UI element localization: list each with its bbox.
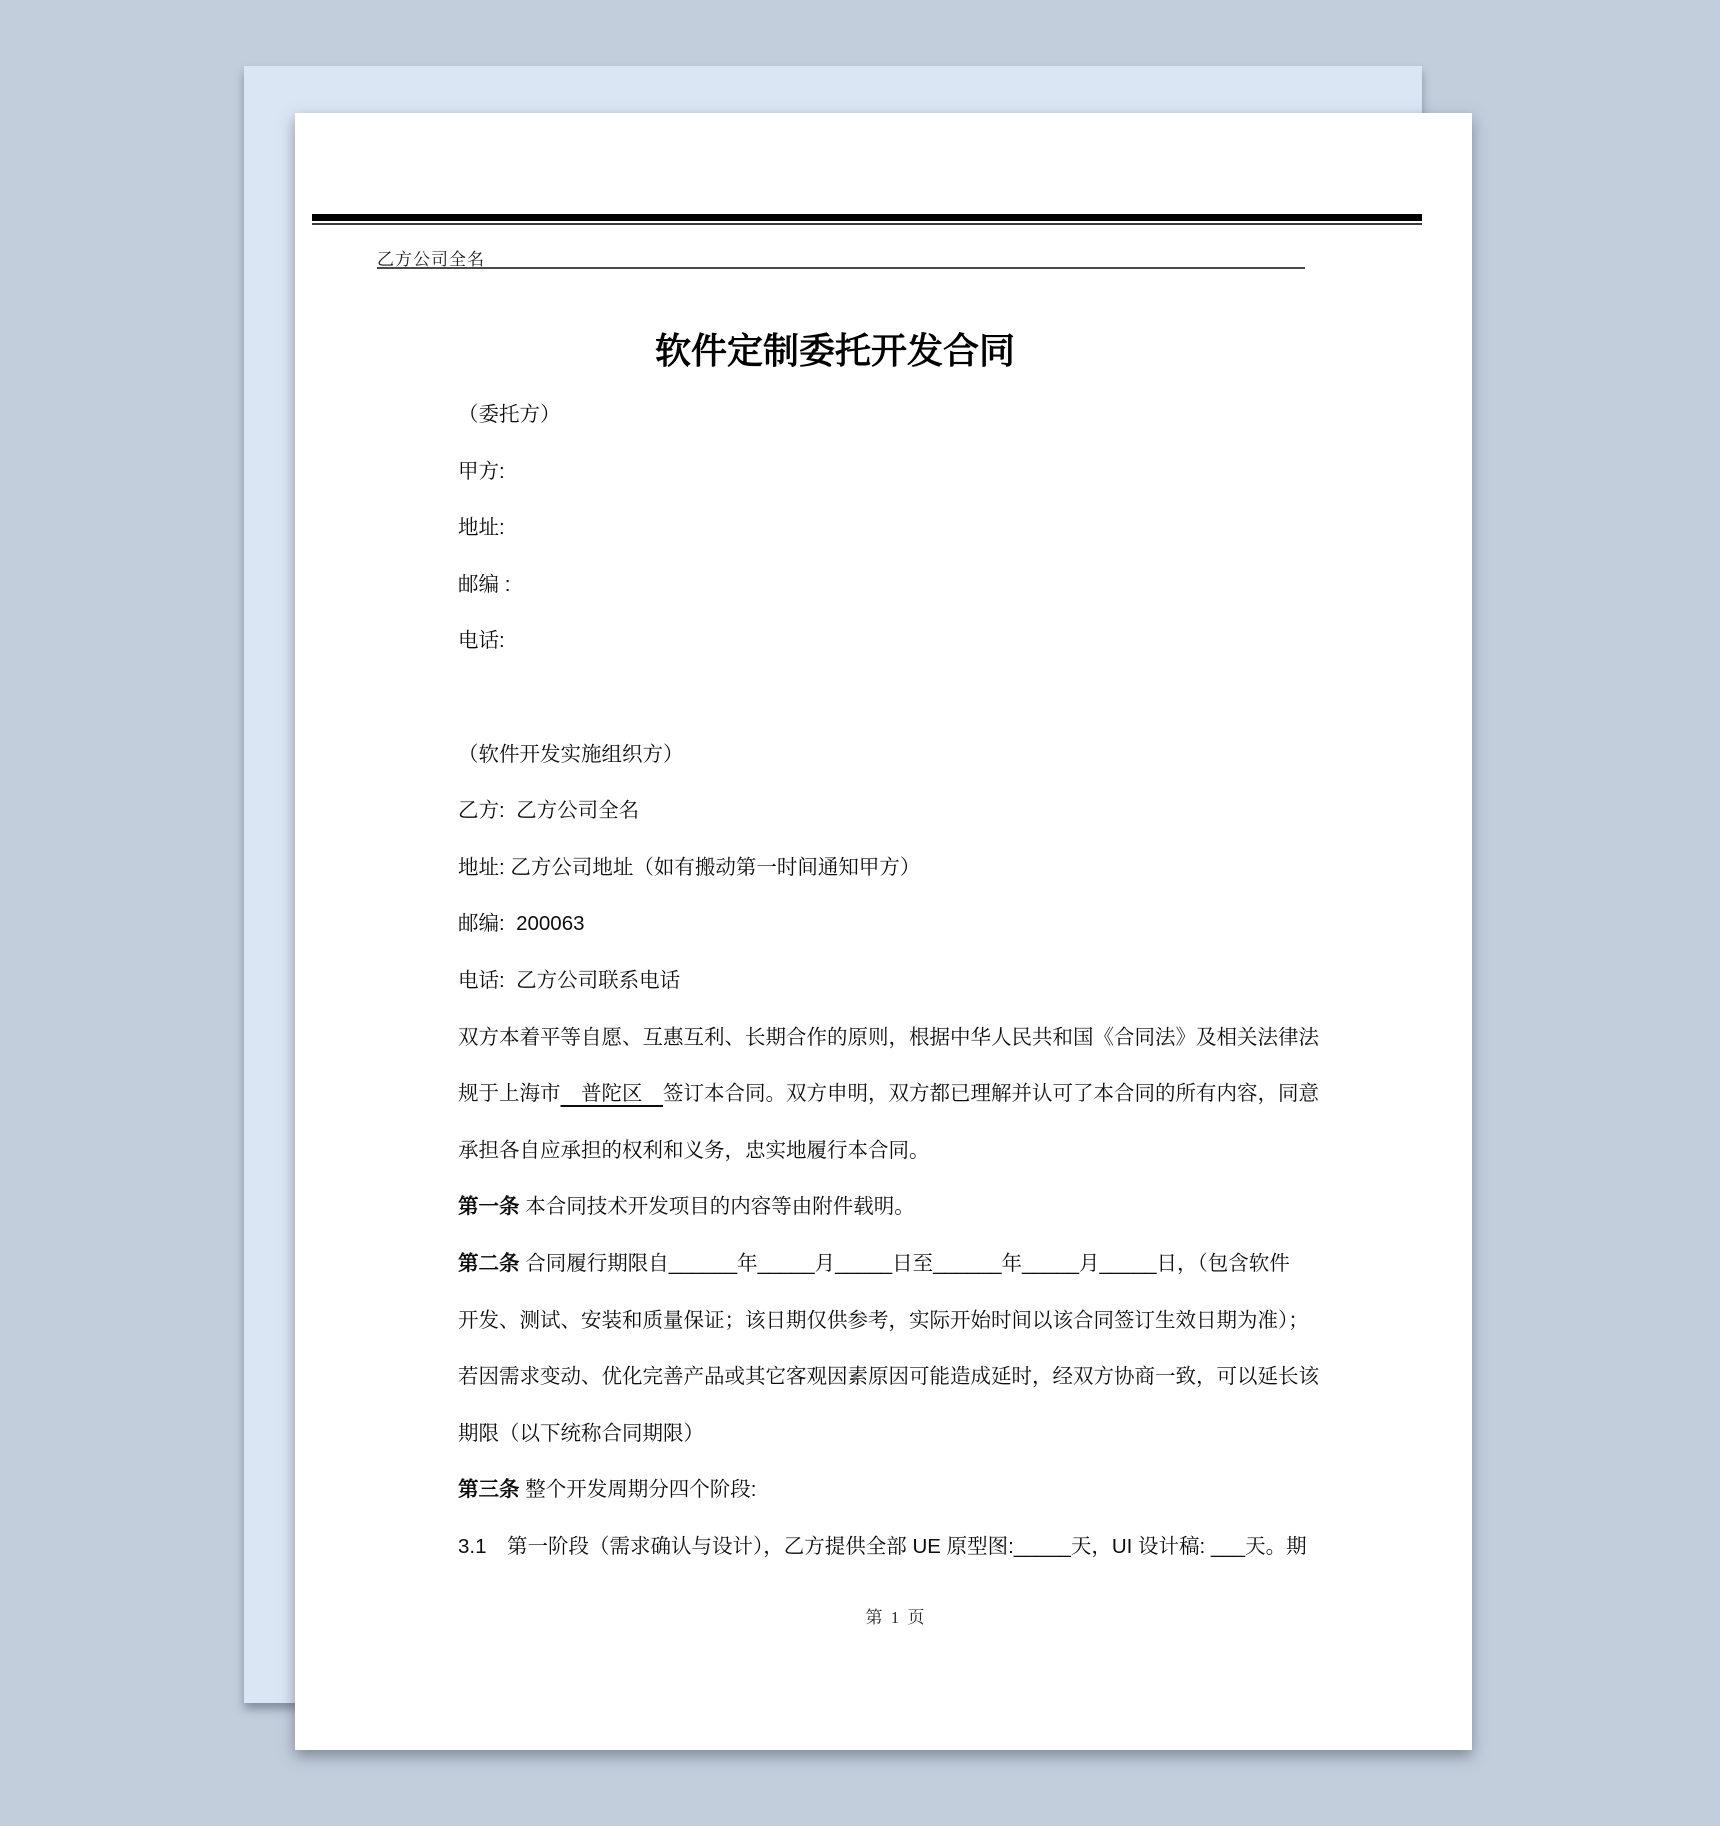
document-line [458, 1406, 1318, 1463]
text-run: ___ [1210, 1534, 1246, 1558]
text-run: _____ [1013, 1534, 1071, 1558]
document-line [458, 896, 1318, 953]
text-run: 双方本着平等自愿、互惠互利、长期合作的原则，根据中华人民共和国《合同法》及相关法律法 [458, 1025, 1319, 1049]
text-run: 乙方: 乙方公司全名 [458, 799, 640, 823]
text-run: 3.1 第一阶段（需求确认与设计），乙方提供全部 UE 原型图: [458, 1534, 1014, 1558]
document-line [458, 444, 1318, 501]
document-line [458, 1179, 1318, 1236]
blank-line [458, 670, 1318, 727]
text-run: 天。期 [1245, 1534, 1307, 1558]
text-run: 期限（以下统称合同期限） [458, 1421, 704, 1445]
text-run: 邮编 : [458, 572, 511, 596]
text-run: 签订本合同。双方申明，双方都已理解并认可了本合同的所有内容，同意 [663, 1082, 1319, 1106]
text-run: （软件开发实施组织方） [458, 742, 684, 766]
text-run: 地址: 乙方公司地址（如有搬动第一时间通知甲方） [458, 855, 921, 879]
document-line [458, 500, 1318, 557]
text-run: 第一条 [458, 1195, 520, 1219]
document-title: 软件定制委托开发合同 [654, 330, 1015, 371]
document-page [295, 113, 1472, 1750]
document-line [458, 1349, 1318, 1406]
document-line [458, 783, 1318, 840]
document-line [458, 1066, 1318, 1123]
text-run: 合同履行期限自______年_____月_____日至______年_____月_____日，（包含软件 [519, 1251, 1290, 1275]
document-line [458, 1462, 1318, 1519]
text-run: 整个开发周期分四个阶段: [519, 1478, 757, 1502]
text-run: 天，UI 设计稿: [1070, 1534, 1211, 1558]
document-line [458, 840, 1318, 897]
page-footer [295, 1583, 1472, 1648]
page-header-text: 乙方公司全名 [377, 250, 485, 269]
text-run: 甲方: [458, 459, 505, 483]
text-run: 承担各自应承担的权利和义务，忠实地履行本合同。 [458, 1138, 930, 1162]
text-run: 普陀区 [560, 1082, 663, 1106]
document-body [458, 387, 1318, 1575]
document-line [458, 613, 1318, 670]
document-line [458, 557, 1318, 614]
header-underline [377, 267, 1305, 269]
text-run: 电话: [458, 629, 505, 653]
document-line [458, 1010, 1318, 1067]
page-number-label: 第 1 页 [865, 1608, 927, 1627]
document-line [458, 1519, 1318, 1576]
document-line [458, 727, 1318, 784]
document-line [458, 1236, 1318, 1293]
document-line [458, 1293, 1318, 1350]
text-run: 开发、测试、安装和质量保证；该日期仅供参考，实际开始时间以该合同签订生效日期为准）； [458, 1308, 1309, 1332]
text-run: 邮编: 200063 [458, 912, 585, 936]
document-line [458, 953, 1318, 1010]
header-top-border [312, 214, 1422, 225]
text-run: 第三条 [458, 1478, 520, 1502]
text-run: （委托方） [458, 403, 561, 426]
text-run: 规于上海市 [458, 1082, 561, 1106]
text-run: 第二条 [458, 1251, 520, 1275]
text-run: 若因需求变动、优化完善产品或其它客观因素原因可能造成延时，经双方协商一致，可以延长该 [458, 1365, 1319, 1389]
text-run: 地址: [458, 516, 505, 540]
text-run: 本合同技术开发项目的内容等由附件载明。 [519, 1195, 915, 1219]
document-line [458, 387, 1318, 444]
text-run: 电话: 乙方公司联系电话 [458, 968, 681, 992]
document-line [458, 1123, 1318, 1180]
